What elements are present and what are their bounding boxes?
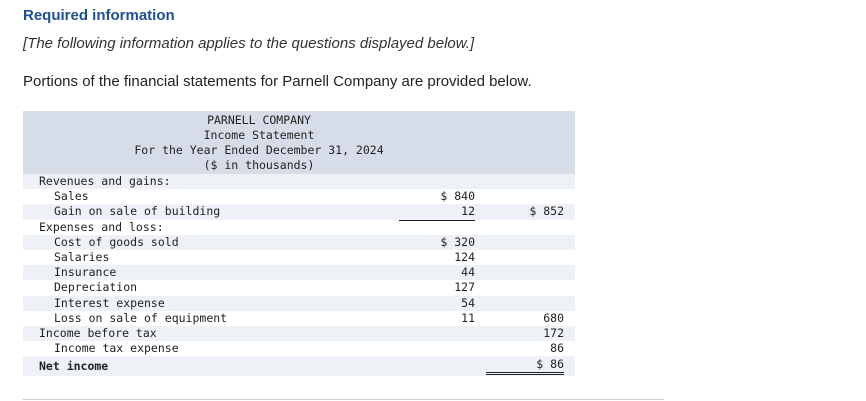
- row-revenues-heading: [23, 174, 575, 189]
- statement-name: Income Statement: [203, 128, 315, 142]
- statement-rows: [23, 174, 575, 376]
- row-total: $ 86: [486, 356, 564, 375]
- row-label: Depreciation: [54, 280, 138, 295]
- statement-period: For the Year Ended December 31, 2024: [134, 143, 384, 157]
- row-label: Expenses and loss:: [39, 219, 164, 234]
- row-interest: [23, 296, 575, 311]
- income-statement: [23, 111, 575, 376]
- row-label: Income before tax: [39, 325, 157, 340]
- company-name: PARNELL COMPANY: [207, 113, 311, 127]
- row-amount: 54: [461, 295, 475, 310]
- row-label: Cost of goods sold: [54, 234, 179, 249]
- row-income-tax: [23, 341, 575, 356]
- row-income-before-tax: [23, 326, 575, 341]
- row-label: Income tax expense: [54, 341, 179, 356]
- statement-header: [23, 111, 575, 174]
- row-label: Net income: [39, 359, 109, 374]
- row-net-income: [23, 356, 575, 376]
- row-expenses-heading: [23, 220, 575, 235]
- required-information-heading: Required information: [23, 7, 175, 24]
- row-depreciation: [23, 280, 575, 295]
- row-loss-on-sale: [23, 311, 575, 326]
- row-label: Gain on sale of building: [54, 204, 221, 219]
- divider: [23, 399, 664, 400]
- row-salaries: [23, 250, 575, 265]
- row-amount: $ 840: [440, 189, 475, 204]
- row-total: $ 852: [529, 204, 564, 219]
- row-total: 86: [486, 341, 564, 357]
- instructions-note: [The following information applies to the questions displayed below.]: [23, 35, 475, 52]
- row-label: Insurance: [54, 265, 117, 280]
- statement-units: ($ in thousands): [203, 158, 315, 172]
- intro-text: Portions of the financial statements for Parnell Company are provided below.: [23, 73, 532, 90]
- row-label: Revenues and gains:: [39, 174, 171, 188]
- row-amount: 124: [454, 249, 475, 264]
- row-amount: 11: [399, 311, 475, 327]
- row-cogs: [23, 235, 575, 250]
- row-label: Loss on sale of equipment: [54, 310, 228, 325]
- row-label: Interest expense: [54, 295, 165, 310]
- row-amount: $ 320: [440, 234, 475, 249]
- row-gain-on-sale: [23, 204, 575, 219]
- row-amount: 12: [399, 204, 475, 220]
- row-sales: [23, 189, 575, 204]
- row-insurance: [23, 265, 575, 280]
- row-total: 680: [486, 311, 564, 327]
- row-amount: 44: [461, 265, 475, 280]
- row-label: Salaries: [54, 249, 110, 264]
- row-total: 172: [543, 325, 564, 340]
- row-amount: 127: [454, 280, 475, 295]
- row-label: Sales: [54, 189, 89, 204]
